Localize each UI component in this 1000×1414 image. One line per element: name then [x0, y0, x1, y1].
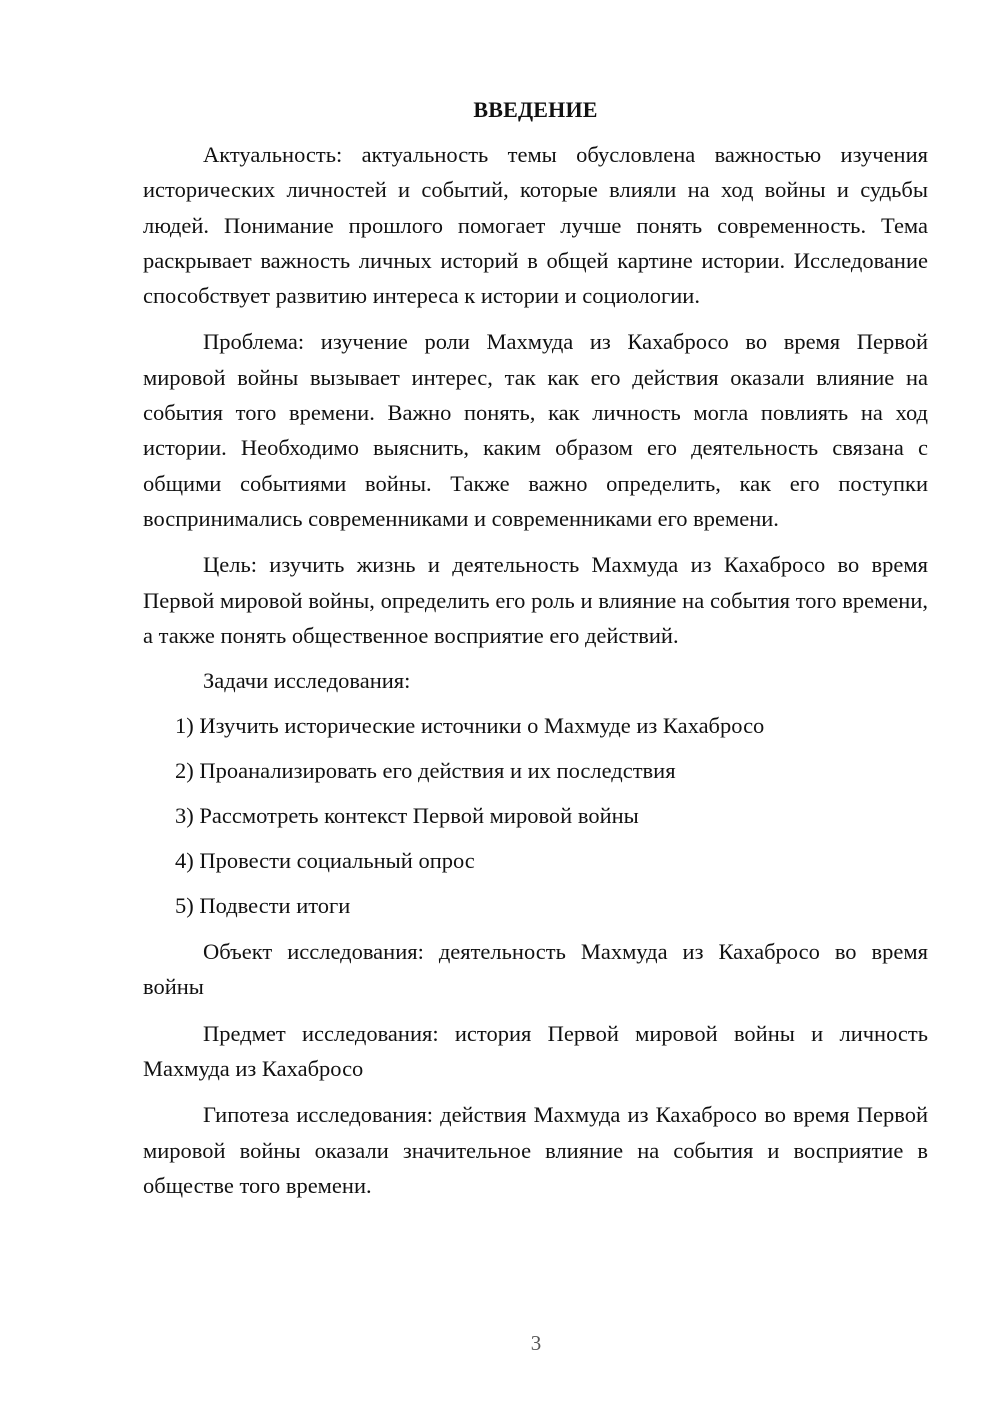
problem-paragraph: Проблема: изучение роли Махмуда из Кахабросо во время Первой мировой войны вызывает интерес, так как его действия оказали влияние на события того времени. Важно понять, как личность могла повлиять на ход истории. Необходимо выяснить, каким образом его деятельность связана с общими событиями войны. Также важно определить, как его поступки воспринимались современниками и современниками его времени. — [143, 329, 928, 531]
hypothesis-paragraph: Гипотеза исследования: действия Махмуда из Кахабросо во время Первой мировой войны оказали значительное влияние на события и восприятие в обществе того времени. — [143, 1102, 928, 1198]
list-item: 5) Подвести итоги — [175, 893, 351, 919]
relevance-paragraph: Актуальность: актуальность темы обусловлена важностью изучения исторических личностей и событий, которые влияли на ход войны и судьбы людей. Понимание прошлого помогает лучше понять современность. Тема раскрывает важность личных историй в общей картине истории. Исследование способствует развитию интереса к истории и социологии. — [143, 142, 928, 309]
list-item: 4) Провести социальный опрос — [175, 848, 475, 874]
list-item: 3) Рассмотреть контекст Первой мировой войны — [175, 803, 639, 829]
document-page — [143, 92, 928, 1203]
tasks-heading: Задачи исследования: — [203, 668, 411, 694]
goal-paragraph: Цель: изучить жизнь и деятельность Махмуда из Кахабросо во время Первой мировой войны, определить его роль и влияние на события того времени, а также понять общественное восприятие его действий. — [143, 552, 928, 648]
object-paragraph: Объект исследования: деятельность Махмуда из Кахабросо во время войны — [143, 939, 928, 1000]
list-item: 1) Изучить исторические источники о Махмуде из Кахабросо — [175, 713, 765, 739]
tasks-list — [143, 708, 928, 923]
subject-paragraph: Предмет исследования: история Первой мировой войны и личность Махмуда из Кахабросо — [143, 1020, 928, 1082]
page-title: ВВЕДЕНИЕ — [473, 97, 598, 122]
page-number: 3 — [530, 1331, 542, 1355]
list-item: 2) Проанализировать его действия и их последствия — [175, 758, 676, 784]
